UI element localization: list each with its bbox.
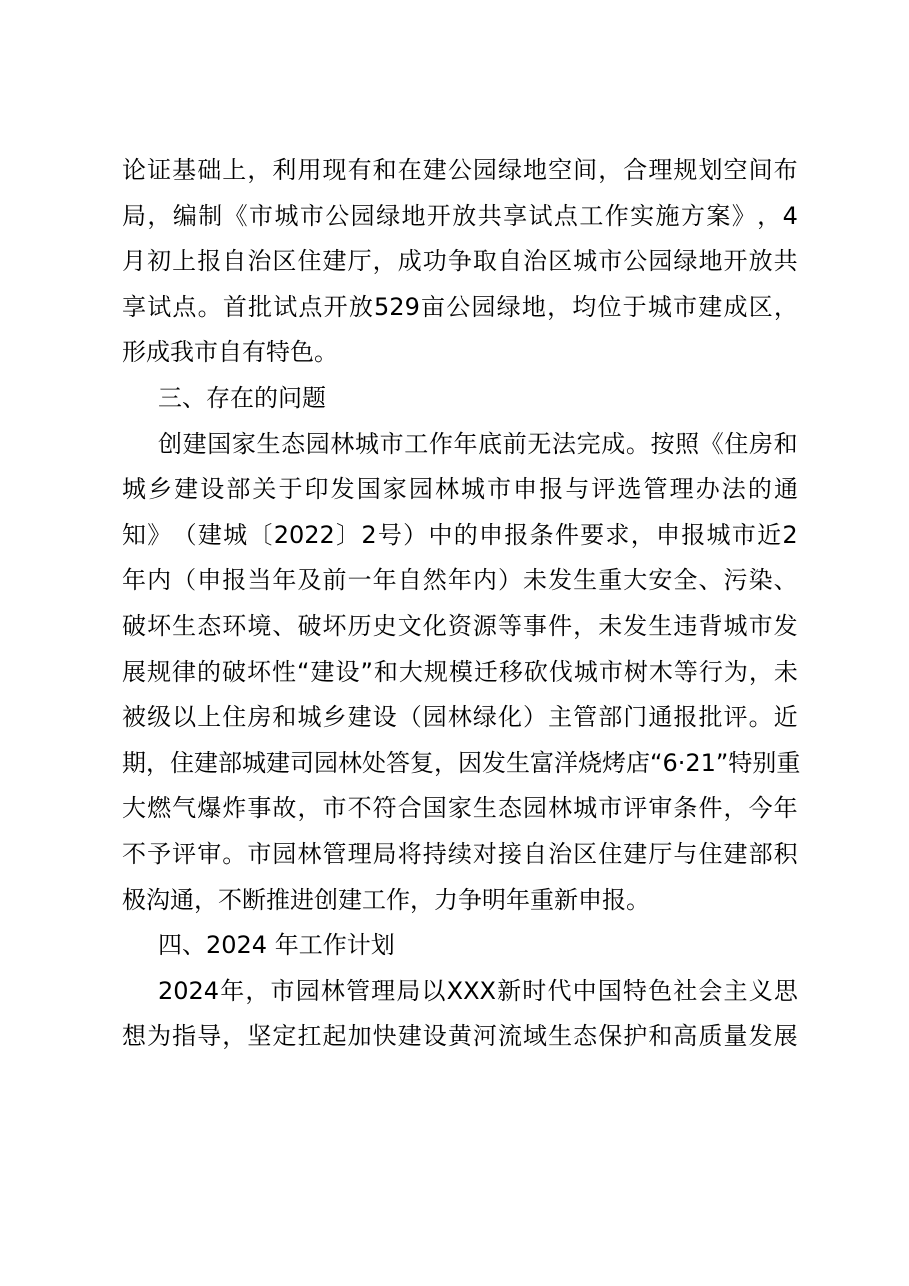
- document-line: 创 建 国 家 生 态 园 林 城 市 工 作 年 底 前 无 法 完 成 。 按 照 《 住 房 和: [158, 429, 798, 458]
- document-line: 展 规 律 的 破 坏 性 “ 建 设 ” 和 大 规 模 迁 移 砍 伐 城 市 树 木 等 行 为 ， 未: [122, 657, 798, 686]
- document-line: 被 级 以 上 住 房 和 城 乡 建 设 （ 园 林 绿 化 ） 主 管 部 门 通 报 批 评 。 近: [122, 703, 798, 732]
- document-line: 想 为 指 导 ， 坚 定 扛 起 加 快 建 设 黄 河 流 域 生 态 保 护 和 高 质 量 发 展: [122, 1022, 798, 1051]
- document-line: 年 内 （ 申 报 当 年 及 前 一 年 自 然 年 内 ） 未 发 生 重 大 安 全 、 污 染 、: [122, 566, 798, 595]
- document-line: 形成我市自有特色。: [122, 338, 338, 367]
- document-line: 期 ， 住 建 部 城 建 司 园 林 处 答 复 ， 因 发 生 富 洋 烧 烤 店 “ 6·21 ” 特 别 重: [122, 748, 801, 777]
- document-line: 享 试 点 。 首 批 试 点 开 放 529 亩 公 园 绿 地 ， 均 位 于 城 市 建 成 区 ，: [122, 292, 798, 321]
- document-line: 大 燃 气 爆 炸 事 故 ， 市 不 符 合 国 家 生 态 园 林 城 市 评 审 条 件 ， 今 年: [122, 794, 798, 823]
- document-line: 月 初 上 报 自 治 区 住 建 厅 ， 成 功 争 取 自 治 区 城 市 公 园 绿 地 开 放 共: [122, 247, 798, 276]
- document-line: 局 ， 编 制 《 市 城 市 公 园 绿 地 开 放 共 享 试 点 工 作 实 施 方 案 》 ， 4: [122, 201, 798, 230]
- document-body: [122, 148, 801, 1060]
- document-line: 极沟通，不断推进创建工作，力争明年重新申报。: [122, 885, 650, 914]
- document-line: 三、存在的问题: [158, 383, 326, 412]
- document-line: 2024 年 ， 市 园 林 管 理 局 以 XXX 新 时 代 中 国 特 色 社 会 主 义 思: [158, 976, 798, 1005]
- document-line: 四、2024 年工作计划: [158, 931, 395, 960]
- document-line: 城 乡 建 设 部 关 于 印 发 国 家 园 林 城 市 申 报 与 评 选 管 理 办 法 的 通: [122, 475, 798, 504]
- document-line: 破 坏 生 态 环 境 、 破 坏 历 史 文 化 资 源 等 事 件 ， 未 发 生 违 背 城 市 发: [122, 611, 798, 640]
- document-line: 不 予 评 审 。 市 园 林 管 理 局 将 持 续 对 接 自 治 区 住 建 厅 与 住 建 部 积: [122, 839, 798, 868]
- document-line: 知 》 （ 建 城 〔 2022 〕 2 号 ） 中 的 申 报 条 件 要 求 ， 申 报 城 市 近 2: [122, 520, 798, 549]
- document-line: 论 证 基 础 上 ， 利 用 现 有 和 在 建 公 园 绿 地 空 间 ， 合 理 规 划 空 间 布: [122, 156, 798, 184]
